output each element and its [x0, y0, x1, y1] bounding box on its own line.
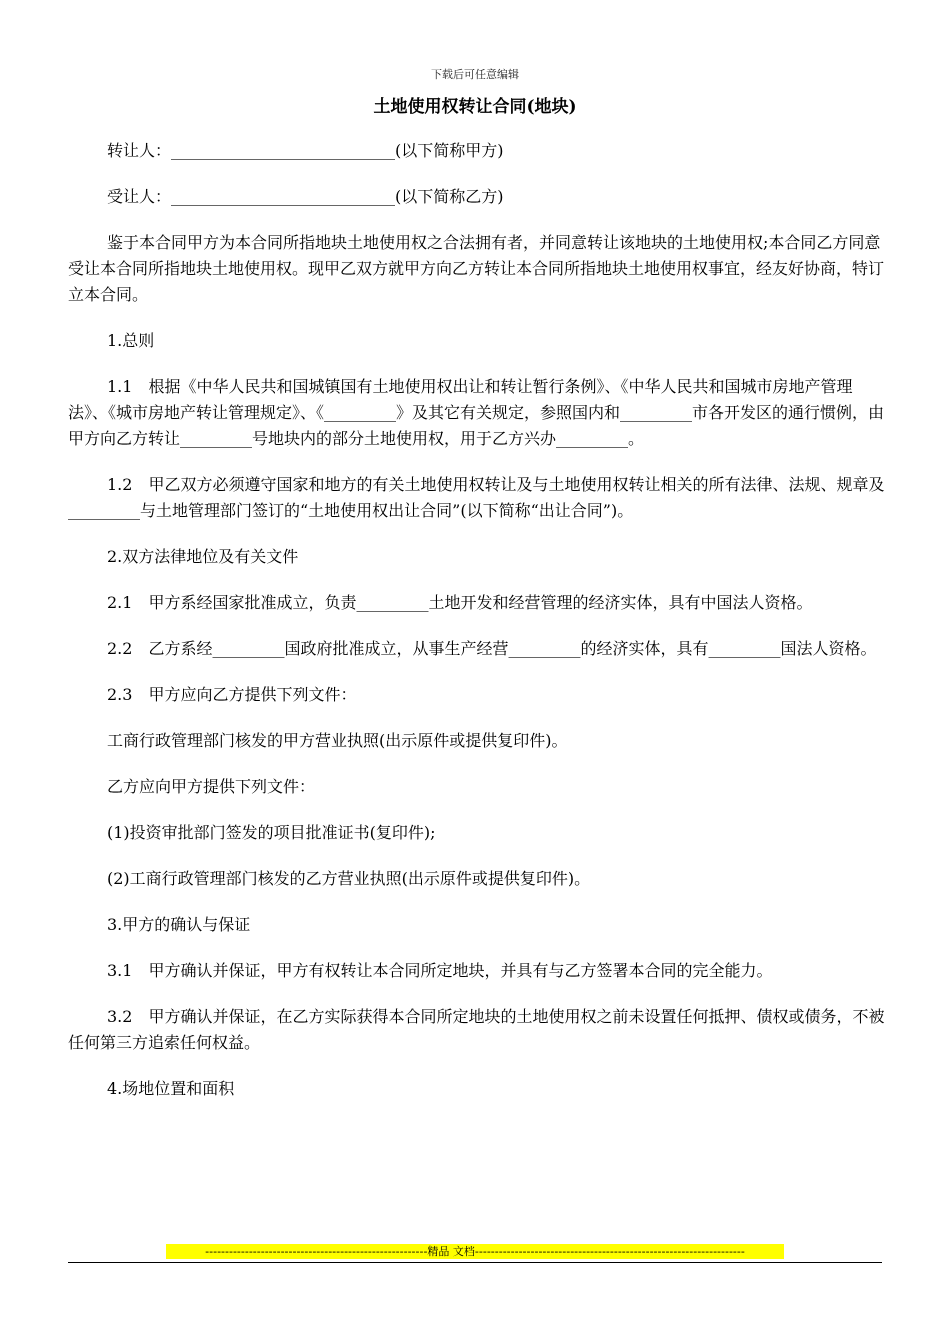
- clause-1-2: 1.2 甲乙双方必须遵守国家和地方的有关土地使用权转让及与土地使用权转让相关的所有法律、法规、规章及_________与土地管理部门签订的“土地使用权出让合同”(以下简称“出让合同”)。: [68, 475, 885, 520]
- paragraph-transferee: 受让人：____________________________(以下简称乙方): [107, 187, 504, 206]
- footer-watermark: --------------------------------------------------------精品 文档--------------------------------------------------------------------: [166, 1244, 784, 1259]
- footer-divider: [68, 1262, 882, 1263]
- clause-3-1: 3.1 甲方确认并保证，甲方有权转让本合同所定地块，并具有与乙方签署本合同的完全能力。: [107, 961, 773, 980]
- party-b-documents-intro: 乙方应向甲方提供下列文件：: [107, 777, 316, 796]
- document-item-1: (1)投资审批部门签发的项目批准证书(复印件);: [107, 823, 436, 842]
- section-heading-1: 1.总则: [107, 331, 155, 350]
- document-item-2: (2)工商行政管理部门核发的乙方营业执照(出示原件或提供复印件)。: [107, 869, 591, 888]
- section-heading-2: 2.双方法律地位及有关文件: [107, 547, 299, 566]
- section-heading-3: 3.甲方的确认与保证: [107, 915, 251, 934]
- clause-1-1: 1.1 根据《中华人民共和国城镇国有土地使用权出让和转让暂行条例》、《中华人民共和国城市房地产管理法》、《城市房地产转让管理规定》、《_________》及其它有关规定，参照国内和_________市各开发区的通行惯例，由甲方向乙方转让_________号地块内的部分土地使用权，用于乙方兴办_________。: [68, 377, 885, 448]
- clause-3-2: 3.2 甲方确认并保证，在乙方实际获得本合同所定地块的土地使用权之前未设置任何抵押、债权或债务，不被任何第三方追索任何权益。: [68, 1007, 885, 1052]
- clause-2-2: 2.2 乙方系经_________国政府批准成立，从事生产经营_________的经济实体，具有_________国法人资格。: [107, 639, 877, 658]
- document-title: 土地使用权转让合同(地块): [373, 97, 577, 117]
- clause-2-3: 2.3 甲方应向乙方提供下列文件：: [107, 685, 357, 704]
- paragraph-preamble: 鉴于本合同甲方为本合同所指地块土地使用权之合法拥有者，并同意转让该地块的土地使用权;本合同乙方同意受让本合同所指地块土地使用权。现甲乙双方就甲方向乙方转让本合同所指地块土地使用权事宜，经友好协商，特订立本合同。: [68, 233, 885, 304]
- header-note: 下载后可任意编辑: [431, 68, 519, 81]
- section-heading-4: 4.场地位置和面积: [107, 1079, 235, 1098]
- document-body: [68, 138, 886, 1122]
- paragraph-transferor: 转让人：____________________________(以下简称甲方): [107, 141, 504, 160]
- clause-2-1: 2.1 甲方系经国家批准成立，负责_________土地开发和经营管理的经济实体，具有中国法人资格。: [107, 593, 813, 612]
- document-item-party-a: 工商行政管理部门核发的甲方营业执照(出示原件或提供复印件)。: [107, 731, 568, 750]
